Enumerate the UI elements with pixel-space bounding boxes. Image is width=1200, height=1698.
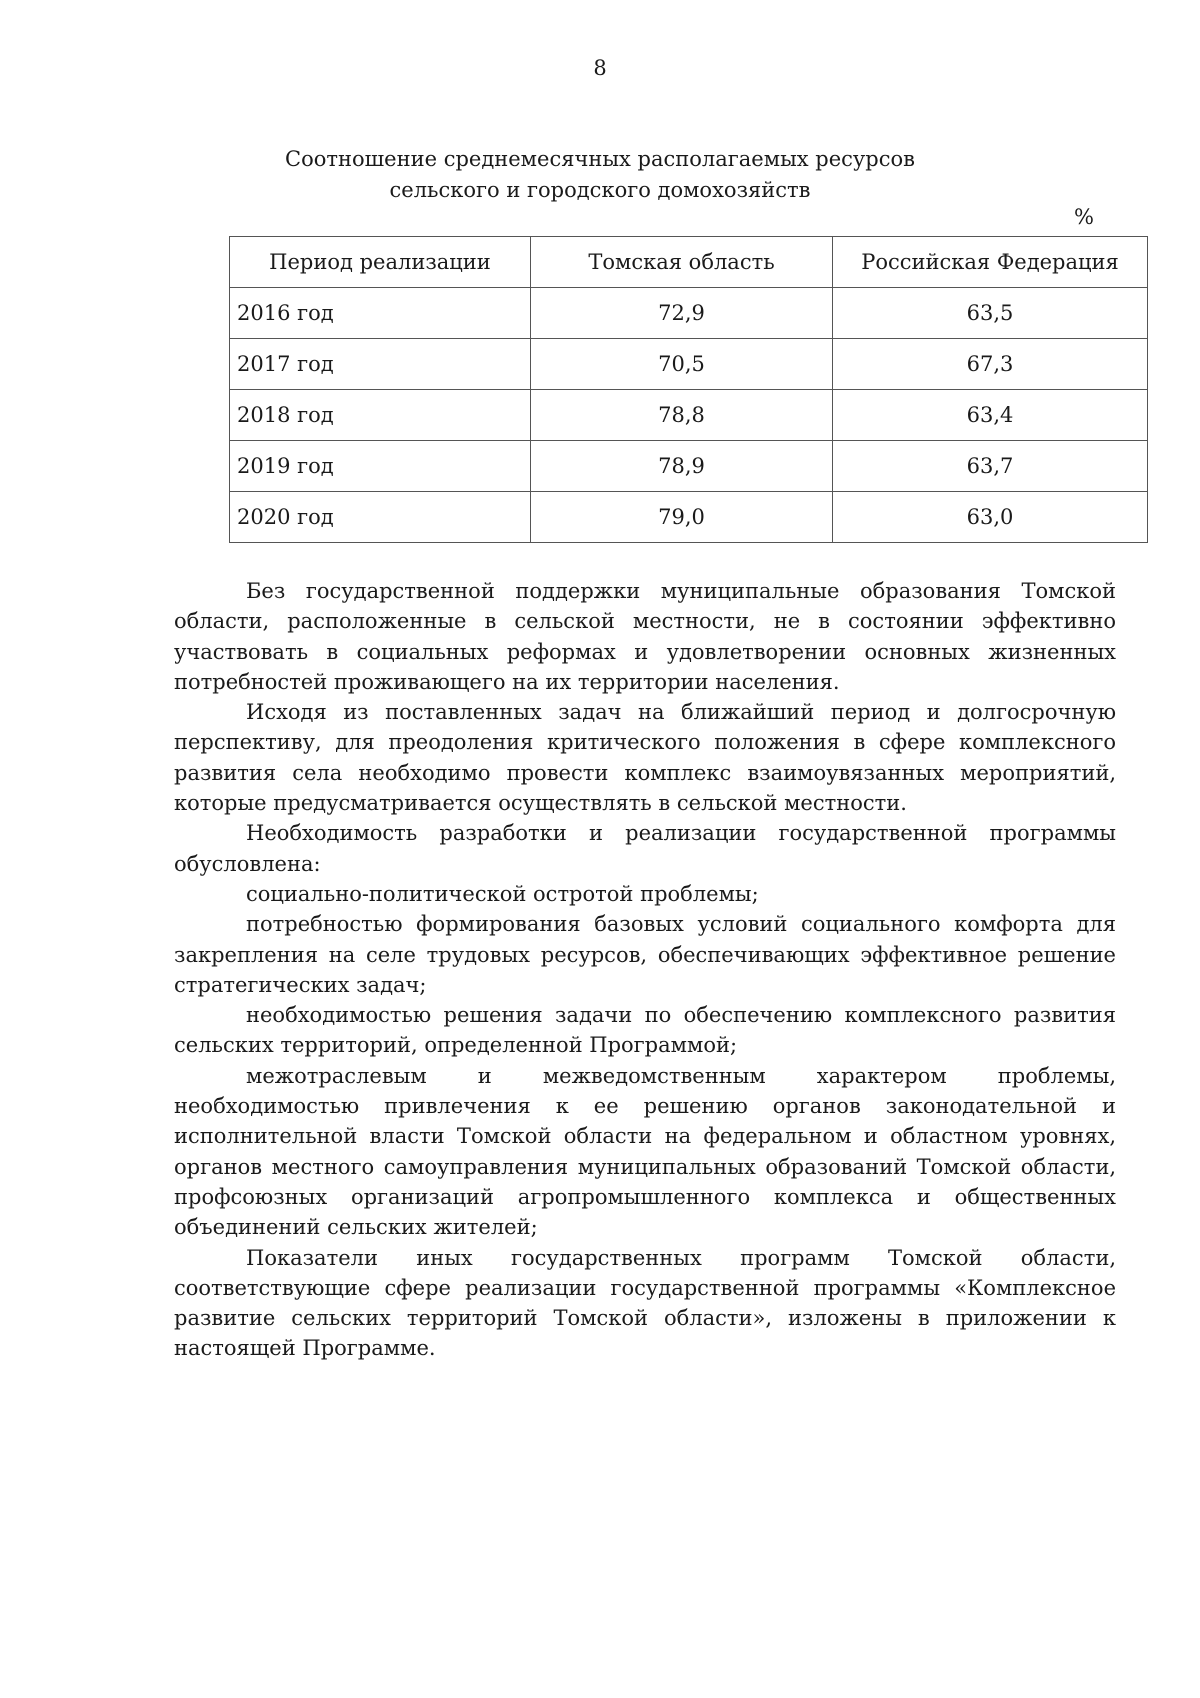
resources-table [229, 236, 1148, 543]
cell-rf: 63,5 [833, 288, 1148, 339]
page-number: 8 [593, 56, 607, 80]
paragraph: Без государственной поддержки муниципальные образования Томской области, расположенные в сельской местности, не в состоянии эффективно участвовать в социальных реформах и удовлетворении основных жизненных потребностей проживающего на их территории населения. [174, 579, 1116, 694]
header-russian-federation: Российская Федерация [833, 237, 1148, 288]
cell-period: 2019 год [230, 441, 531, 492]
table-row [230, 339, 1148, 390]
cell-tomsk: 72,9 [531, 288, 833, 339]
table-row [230, 288, 1148, 339]
paragraph: потребностью формирования базовых условий социального комфорта для закрепления на селе трудовых ресурсов, обеспечивающих эффективное решение стратегических задач; [174, 912, 1116, 997]
paragraph: межотраслевым и межведомственным характером проблемы, необходимостью привлечения к ее решению органов законодательной и исполнительной власти Томской области на федеральном и областном уровнях, органов местного самоуправления муниципальных образований Томской области, профсоюзных организаций агропромышленного комплекса и общественных объединений сельских жителей; [174, 1063, 1116, 1240]
cell-period: 2020 год [230, 492, 531, 543]
paragraph: Необходимость разработки и реализации государственной программы обусловлена: [174, 821, 1116, 876]
table-row [230, 492, 1148, 543]
table-title-line-2: сельского и городского домохозяйств [389, 178, 811, 202]
paragraph: Исходя из поставленных задач на ближайший период и долгосрочную перспективу, для преодоления критического положения в сфере комплексного развития села необходимо провести комплекс взаимоувязанных мероприятий, которые предусматривается осуществлять в сельской местности. [174, 700, 1116, 816]
cell-rf: 63,4 [833, 390, 1148, 441]
table-row [230, 390, 1148, 441]
table-title [0, 144, 1200, 206]
table-row [230, 441, 1148, 492]
cell-period: 2016 год [230, 288, 531, 339]
cell-period: 2017 год [230, 339, 531, 390]
paragraph: социально-политической остротой проблемы; [246, 881, 759, 906]
cell-tomsk: 78,9 [531, 441, 833, 492]
cell-rf: 63,0 [833, 492, 1148, 543]
table-header-row [230, 237, 1148, 288]
unit-label: % [1074, 205, 1094, 229]
header-period: Период реализации [230, 237, 531, 288]
paragraph: Показатели иных государственных программ Томской области, соответствующие сфере реализации государственной программы «Комплексное развитие сельских территорий Томской области», изложены в приложении к настоящей Программе. [174, 1245, 1116, 1361]
cell-tomsk: 79,0 [531, 492, 833, 543]
cell-period: 2018 год [230, 390, 531, 441]
table-title-line-1: Соотношение среднемесячных располагаемых ресурсов [285, 147, 915, 171]
paragraph: необходимостью решения задачи по обеспечению комплексного развития сельских территорий, определенной Программой; [174, 1003, 1116, 1058]
cell-rf: 67,3 [833, 339, 1148, 390]
cell-tomsk: 70,5 [531, 339, 833, 390]
cell-tomsk: 78,8 [531, 390, 833, 441]
header-tomsk-region: Томская область [531, 237, 833, 288]
cell-rf: 63,7 [833, 441, 1148, 492]
body-text [174, 576, 1116, 1364]
